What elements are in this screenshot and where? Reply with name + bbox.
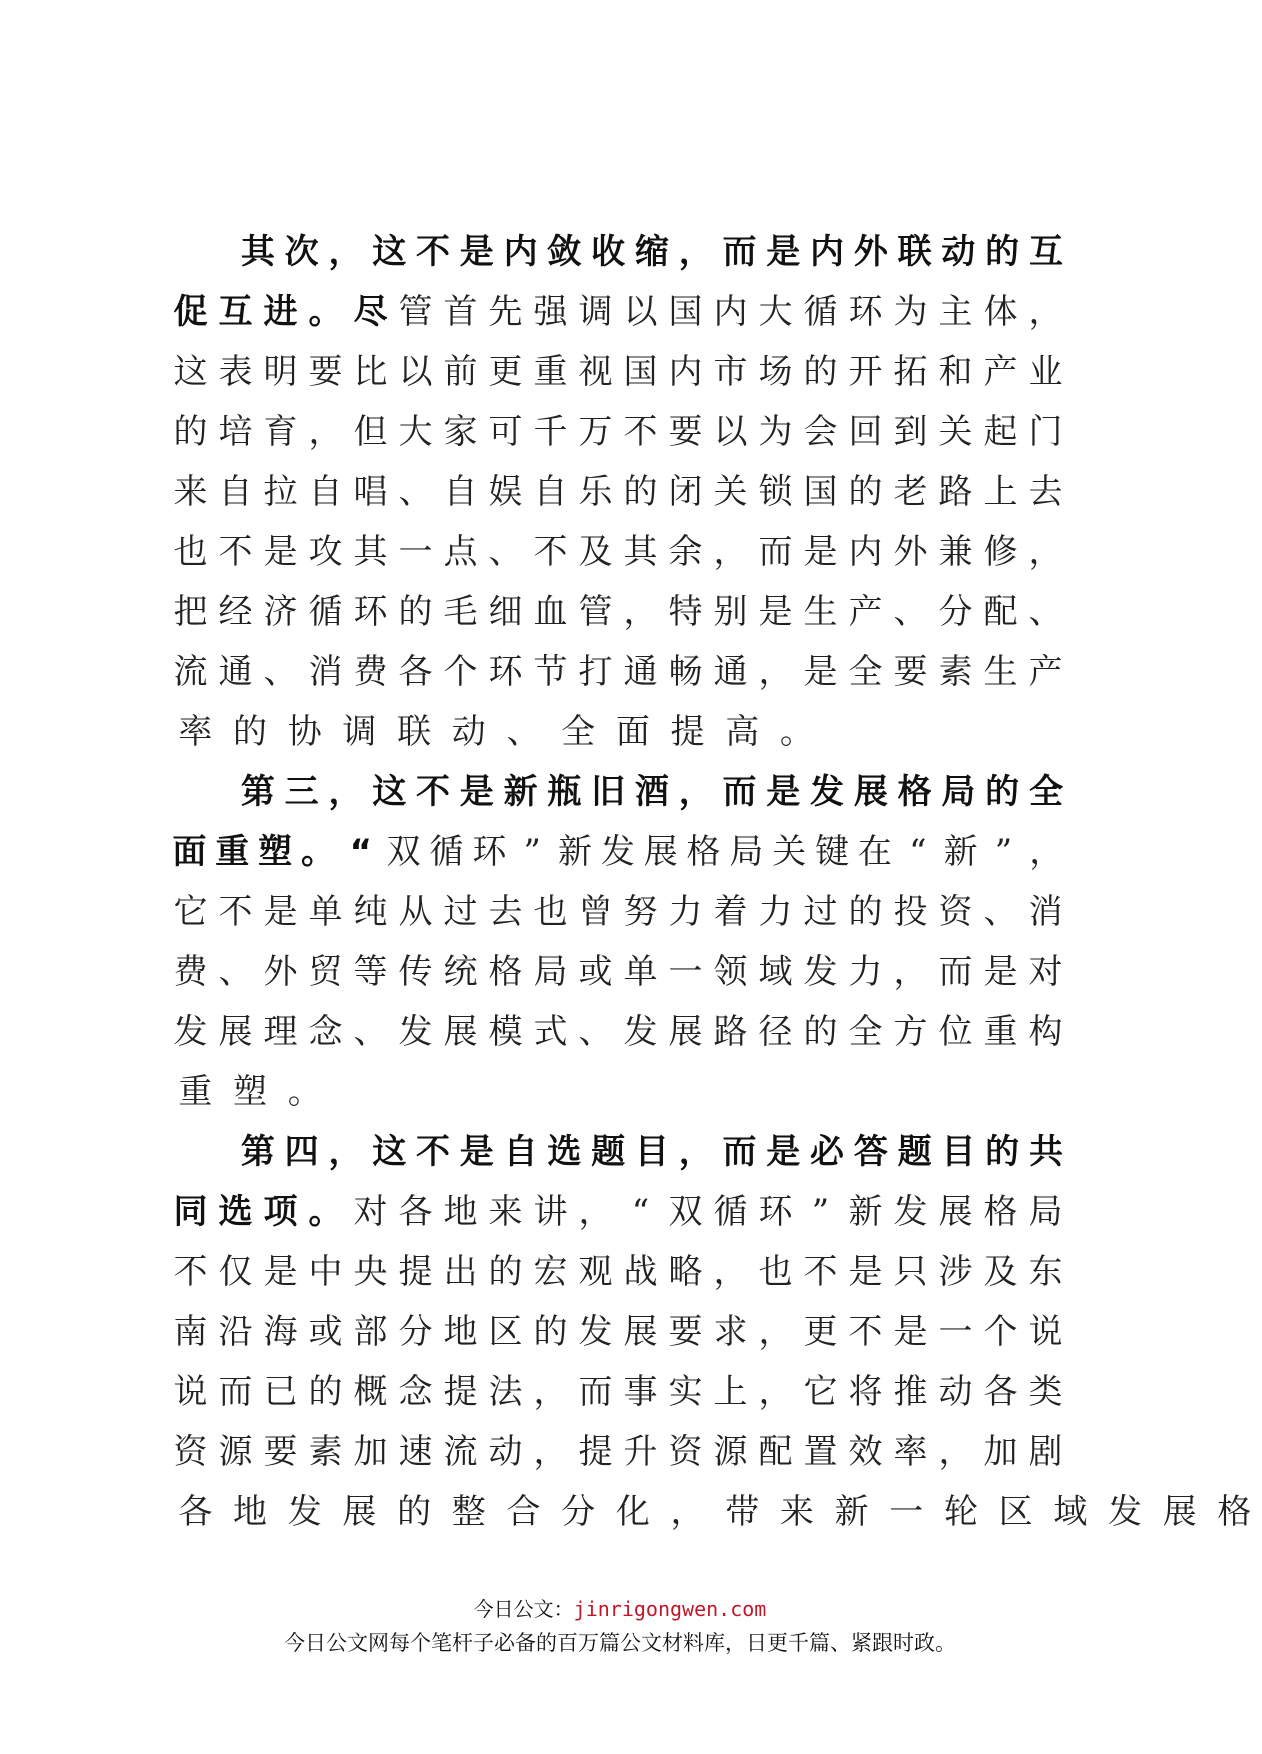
text-line: 其 次 ， 这 不 是 内 敛 收 缩 ， 而 是 内 外 联 动 的 互 [240, 232, 1063, 272]
text-line: 率 的 协 调 联 动 、 全 面 提 高 。 [178, 712, 814, 752]
text-line: 也 不 是 攻 其 一 点 、 不 及 其 余 ， 而 是 内 外 兼 修 ， [173, 532, 1063, 572]
text-line: 来 自 拉 自 唱 、 自 娱 自 乐 的 闭 关 锁 国 的 老 路 上 去 [173, 472, 1063, 512]
paragraph [168, 1122, 1252, 1542]
text-line: 发 展 理 念 、 发 展 模 式 、 发 展 路 径 的 全 方 位 重 构 [173, 1012, 1063, 1052]
footer-site-link[interactable]: jinrigongwen.com [573, 1597, 767, 1621]
text-line: 的 培 育 ， 但 大 家 可 千 万 不 要 以 为 会 回 到 关 起 门 [173, 412, 1063, 452]
text-line: 费 、 外 贸 等 传 统 格 局 或 单 一 领 域 发 力 ， 而 是 对 [173, 952, 1063, 992]
text-line: 流 通 、 消 费 各 个 环 节 打 通 畅 通 ， 是 全 要 素 生 产 [173, 652, 1063, 692]
text-line: 各 地 发 展 的 整 合 分 化 ， 带 来 新 一 轮 区 域 发 展 格 [178, 1492, 1252, 1532]
text-line: 它 不 是 单 纯 从 过 去 也 曾 努 力 着 力 过 的 投 资 、 消 [173, 892, 1063, 932]
text-line: 第 三 ， 这 不 是 新 瓶 旧 酒 ， 而 是 发 展 格 局 的 全 [240, 772, 1063, 812]
text-line: 南 沿 海 或 部 分 地 区 的 发 展 要 求 ， 更 不 是 一 个 说 [173, 1312, 1063, 1352]
text-line: 面 重 塑 。 “ 双 循 环 ” 新 发 展 格 局 关 键 在 “ 新 ” ， [172, 832, 1064, 872]
footer-label: 今日公文： [473, 1597, 574, 1621]
text-line: 这 表 明 要 比 以 前 更 重 视 国 内 市 场 的 开 拓 和 产 业 [173, 352, 1063, 392]
paragraph [168, 222, 1068, 762]
footer-slogan: 今日公文网每个笔杆子必备的百万篇公文材料库，日更千篇、紧跟时政。 [284, 1631, 956, 1655]
text-line: 不 仅 是 中 央 提 出 的 宏 观 战 略 ， 也 不 是 只 涉 及 东 [173, 1252, 1063, 1292]
text-line: 资 源 要 素 加 速 流 动 ， 提 升 资 源 配 置 效 率 ， 加 剧 [173, 1432, 1063, 1472]
footer-site-line [0, 1593, 1240, 1622]
document-body [168, 222, 1252, 1542]
paragraph [168, 762, 1068, 1122]
text-line: 把 经 济 循 环 的 毛 细 血 管 ， 特 别 是 生 产 、 分 配 、 [173, 592, 1063, 632]
text-line: 同 选 项 。 对 各 地 来 讲 ， “ 双 循 环 ” 新 发 展 格 局 [173, 1192, 1063, 1232]
text-line: 第 四 ， 这 不 是 自 选 题 目 ， 而 是 必 答 题 目 的 共 [240, 1132, 1063, 1172]
text-line: 重 塑 。 [178, 1072, 322, 1112]
text-line: 促 互 进 。 尽 管 首 先 强 调 以 国 内 大 循 环 为 主 体 ， [173, 292, 1063, 332]
text-line: 说 而 已 的 概 念 提 法 ， 而 事 实 上 ， 它 将 推 动 各 类 [173, 1372, 1063, 1412]
